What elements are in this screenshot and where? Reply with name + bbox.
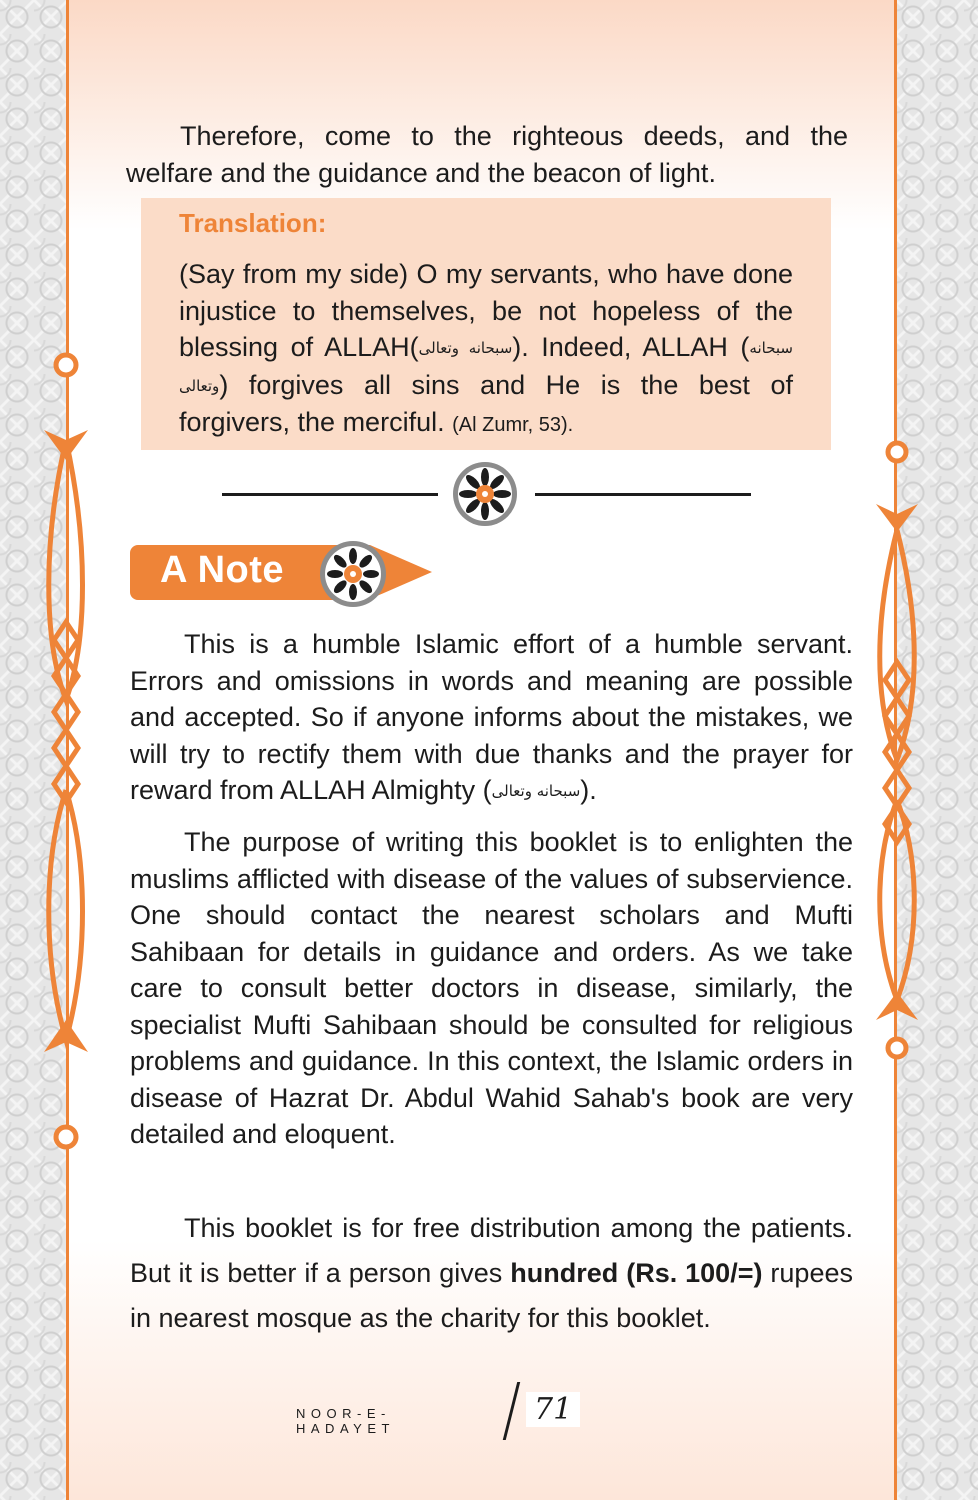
translation-label: Translation: (179, 208, 327, 238)
note-paragraph-1-end: ). (580, 775, 597, 805)
divider-line-left (222, 493, 438, 496)
right-vine-ornament (866, 440, 926, 1080)
note-paragraph-3-amount: hundred (Rs. 100/=) (510, 1258, 763, 1288)
arabic-glyph: سبحانه وتعالى (418, 339, 513, 357)
note-paragraph-1 (130, 626, 853, 810)
translation-box (141, 198, 831, 450)
note-paragraph-3 (130, 1206, 853, 1341)
note-paragraph-1-text: This is a humble Islamic effort of a humble servant. Errors and omissions in words and meaning are possible and accepted. So if anyone informs about the mistakes, we will try to rectify them with due thanks and the prayer for reward from ALLAH Almighty ( (130, 629, 853, 805)
flower-divider-icon (451, 460, 519, 528)
intro-paragraph: Therefore, come to the righteous deeds, and the welfare and the guidance and the beacon of light. (126, 121, 848, 188)
flower-heading-icon (310, 538, 396, 610)
note-paragraph-2: The purpose of writing this booklet is to enlighten the muslims afflicted with disease of the values of subservience. One should contact the nearest scholars and Mufti Sahibaan for details in guidance and orders. As we take care to consult better doctors in disease, similarly, the specialist Mufti Sahibaan should be consulted for religious problems and guidance. In this context, the Islamic orders in disease of Hazrat Dr. Abdul Wahid Sahab's book are very detailed and eloquent. (130, 827, 853, 1149)
translation-text (179, 256, 793, 444)
arabic-glyph: سبحانه وتعالى (491, 782, 581, 800)
footer-book-title: NOOR-E-HADAYET (296, 1406, 395, 1436)
translation-text-part3: ) forgives all sins and He is the best of forgivers, the merciful. (179, 369, 793, 437)
note-paragraph-3-text: This booklet is for free distribution among the patients. But it is better if a person gives (130, 1213, 853, 1288)
note-title: A Note (160, 549, 285, 591)
translation-text-part1: (Say from my side) O my servants, who have done injustice to themselves, be not hopeless of the blessing of ALLAH( (179, 259, 793, 362)
note-paragraph-3-end: rupees in nearest mosque as the charity for this booklet. (130, 1258, 853, 1333)
arabic-glyph: سبحانه وتعالى (179, 339, 793, 395)
left-vine-ornament (38, 340, 98, 1160)
page-number: 71 (526, 1392, 580, 1427)
translation-text-part2: ). Indeed, ALLAH ( (512, 332, 750, 362)
citation: (Al Zumr, 53). (452, 414, 574, 436)
divider-line-right (535, 493, 751, 496)
